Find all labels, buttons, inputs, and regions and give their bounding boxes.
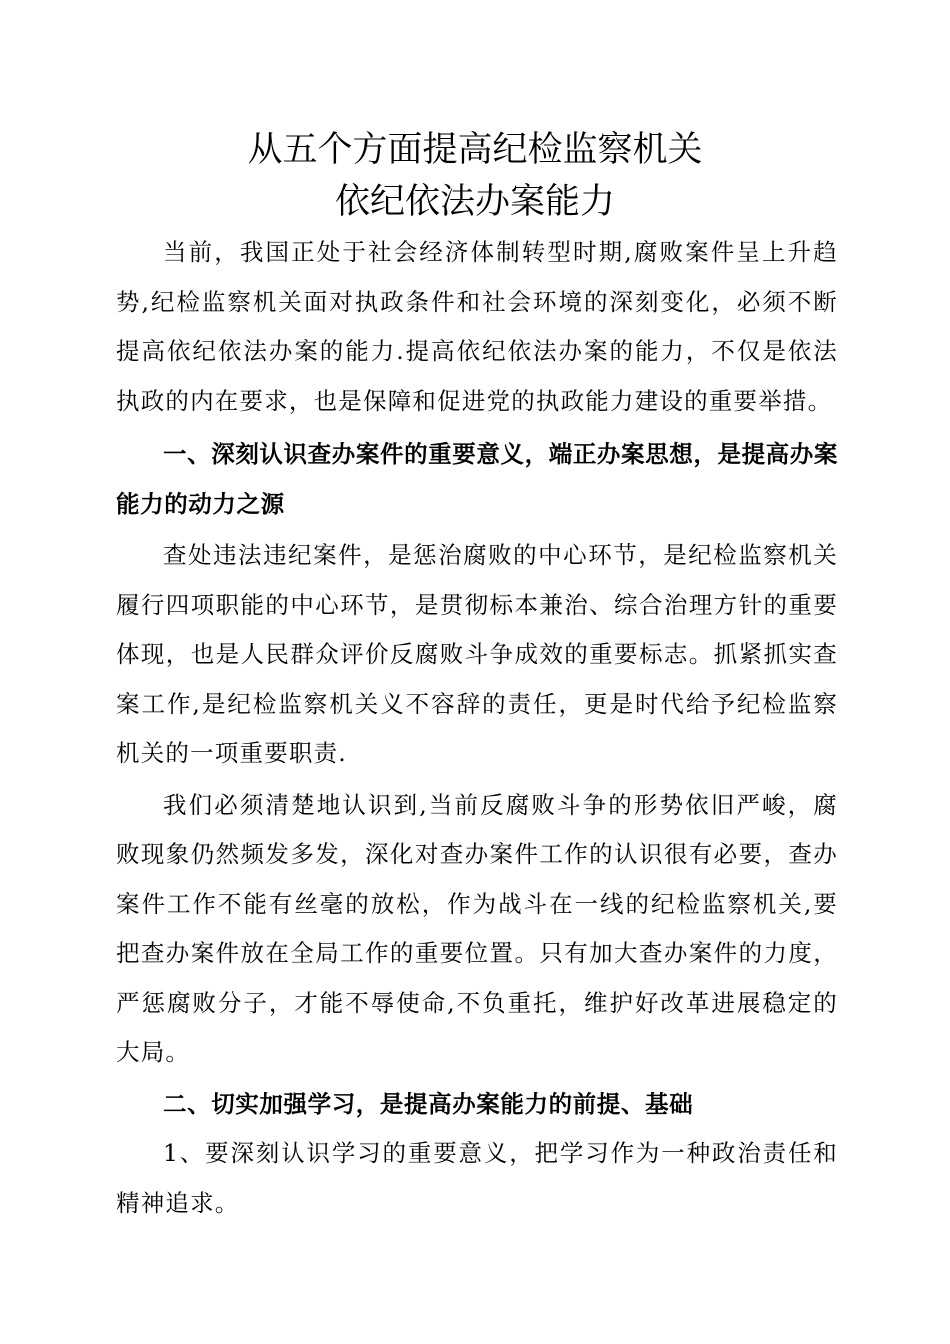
section-heading-1: 一、深刻认识查办案件的重要意义，端正办案思想，是提高办案能力的动力之源 xyxy=(116,440,838,518)
document-body xyxy=(116,228,838,1228)
document-title-line-2: 依纪依法办案能力 xyxy=(334,182,615,222)
section-heading-2: 二、切实加强学习，是提高办案能力的前提、基础 xyxy=(163,1089,694,1118)
body-paragraph-3: 1、要深刻认识学习的重要意义，把学习作为一种政治责任和精神追求。 xyxy=(116,1139,838,1217)
body-paragraph-1: 查处违法违纪案件，是惩治腐败的中心环节，是纪检监察机关履行四项职能的中心环节，是贯彻标本兼治、综合治理方针的重要体现，也是人民群众评价反腐败斗争成效的重要标志。抓紧抓实查案工作,是纪检监察机关义不容辞的责任，更是时代给予纪检监察机关的一项重要职责. xyxy=(116,541,838,767)
body-paragraph-2: 我们必须清楚地认识到,当前反腐败斗争的形势依旧严峻，腐败现象仍然频发多发，深化对查办案件工作的认识很有必要，查办案件工作不能有丝毫的放松，作为战斗在一线的纪检监察机关,要把查办案件放在全局工作的重要位置。只有加大查办案件的力度，严惩腐败分子，才能不辱使命,不负重托，维护好改革进展稳定的大局。 xyxy=(116,790,838,1066)
intro-paragraph: 当前，我国正处于社会经济体制转型时期,腐败案件呈上升趋势,纪检监察机关面对执政条件和社会环境的深刻变化，必须不断提高依纪依法办案的能力.提高依纪依法办案的能力，不仅是依法执政的内在要求，也是保障和促进党的执政能力建设的重要举措。 xyxy=(116,238,838,415)
document-title-line-1: 从五个方面提高纪检监察机关 xyxy=(247,130,703,170)
